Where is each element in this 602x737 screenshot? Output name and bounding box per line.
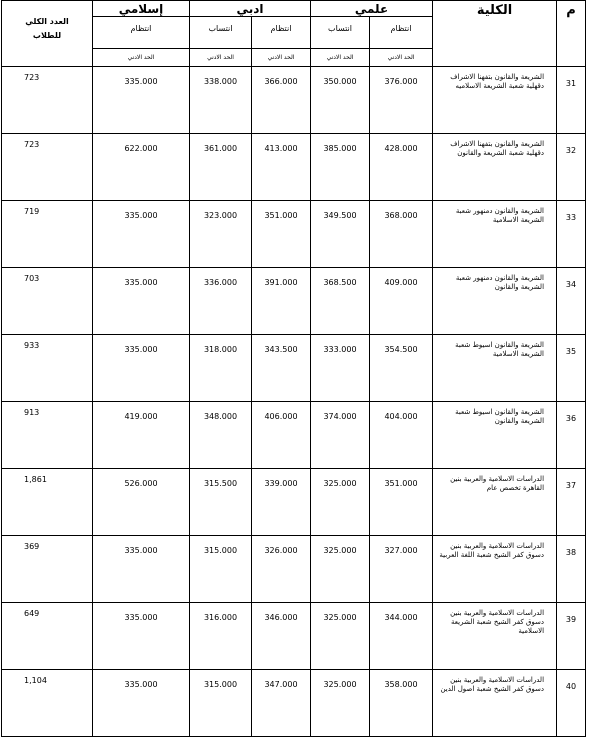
header-science-regular: انتظام — [370, 17, 433, 49]
literary-affiliated-cell: 348.000 — [190, 402, 252, 469]
header-faculty: الكلية — [433, 1, 557, 67]
row-faculty: الدراسات الاسلامية والعربية بنين دسوق كفر الشيخ شعبة الشريعة الاسلامية — [433, 603, 557, 670]
literary-regular-cell: 391.000 — [252, 268, 311, 335]
science-regular-cell: 404.000 — [370, 402, 433, 469]
row-index: 33 — [557, 201, 586, 268]
total-students-cell: 723 — [2, 134, 93, 201]
science-affiliated-cell: 368.500 — [311, 268, 370, 335]
science-regular-cell: 368.000 — [370, 201, 433, 268]
literary-regular-cell: 343.500 — [252, 335, 311, 402]
admission-table-container — [1, 0, 585, 737]
literary-regular-cell: 346.000 — [252, 603, 311, 670]
row-faculty: الشريعة والقانون اسيوط شعبة الشريعة والقانون — [433, 402, 557, 469]
islamic-regular-cell: 335.000 — [93, 268, 190, 335]
islamic-regular-cell: 526.000 — [93, 469, 190, 536]
literary-affiliated-cell: 315.500 — [190, 469, 252, 536]
header-min-limit: الحد الادني — [93, 49, 190, 67]
literary-regular-cell: 351.000 — [252, 201, 311, 268]
literary-affiliated-cell: 336.000 — [190, 268, 252, 335]
total-students-cell: 913 — [2, 402, 93, 469]
science-regular-cell: 409.000 — [370, 268, 433, 335]
header-literary: ادبي — [190, 1, 311, 17]
row-index: 32 — [557, 134, 586, 201]
total-students-cell: 649 — [2, 603, 93, 670]
literary-regular-cell: 406.000 — [252, 402, 311, 469]
header-min-limit: الحد الادني — [311, 49, 370, 67]
row-faculty: الشريعة والقانون دمنهور شعبة الشريعة الاسلامية — [433, 201, 557, 268]
science-affiliated-cell: 325.000 — [311, 603, 370, 670]
literary-affiliated-cell: 338.000 — [190, 67, 252, 134]
science-regular-cell: 327.000 — [370, 536, 433, 603]
header-science: علمي — [311, 1, 433, 17]
row-index: 31 — [557, 67, 586, 134]
science-affiliated-cell: 350.000 — [311, 67, 370, 134]
science-affiliated-cell: 325.000 — [311, 536, 370, 603]
literary-regular-cell: 366.000 — [252, 67, 311, 134]
table-row — [2, 603, 586, 670]
row-faculty: الدراسات الاسلامية والعربية بنين دسوق كفر الشيخ شعبة اللغة العربية — [433, 536, 557, 603]
literary-affiliated-cell: 315.000 — [190, 536, 252, 603]
literary-affiliated-cell: 316.000 — [190, 603, 252, 670]
row-faculty: الشريعة والقانون دمنهور شعبة الشريعة والقانون — [433, 268, 557, 335]
science-regular-cell: 354.500 — [370, 335, 433, 402]
literary-affiliated-cell: 323.000 — [190, 201, 252, 268]
row-index: 37 — [557, 469, 586, 536]
total-students-cell: 1,104 — [2, 670, 93, 737]
header-islamic-regular: انتظام — [93, 17, 190, 49]
header-islamic: إسلامي — [93, 1, 190, 17]
row-faculty: الشريعة والقانون بتفهنا الاشراف دقهلية شعبة الشريعة الاسلاميه — [433, 67, 557, 134]
total-students-cell: 369 — [2, 536, 93, 603]
header-literary-affiliated: انتساب — [190, 17, 252, 49]
literary-regular-cell: 339.000 — [252, 469, 311, 536]
header-total-line1: العدد الكلي — [25, 17, 69, 26]
science-regular-cell: 428.000 — [370, 134, 433, 201]
literary-affiliated-cell: 318.000 — [190, 335, 252, 402]
table-row — [2, 134, 586, 201]
table-row — [2, 536, 586, 603]
row-index: 40 — [557, 670, 586, 737]
science-regular-cell: 351.000 — [370, 469, 433, 536]
literary-affiliated-cell: 315.000 — [190, 670, 252, 737]
header-min-limit: الحد الادني — [190, 49, 252, 67]
islamic-regular-cell: 622.000 — [93, 134, 190, 201]
science-affiliated-cell: 325.000 — [311, 469, 370, 536]
science-regular-cell: 358.000 — [370, 670, 433, 737]
header-index: م — [557, 1, 586, 67]
islamic-regular-cell: 335.000 — [93, 335, 190, 402]
islamic-regular-cell: 335.000 — [93, 603, 190, 670]
table-body — [2, 67, 586, 737]
total-students-cell: 933 — [2, 335, 93, 402]
literary-regular-cell: 347.000 — [252, 670, 311, 737]
header-literary-regular: انتظام — [252, 17, 311, 49]
total-students-cell: 719 — [2, 201, 93, 268]
islamic-regular-cell: 335.000 — [93, 201, 190, 268]
total-students-cell: 723 — [2, 67, 93, 134]
science-affiliated-cell: 333.000 — [311, 335, 370, 402]
total-students-cell: 1,861 — [2, 469, 93, 536]
admission-table — [1, 0, 586, 737]
header-science-affiliated: انتساب — [311, 17, 370, 49]
science-regular-cell: 344.000 — [370, 603, 433, 670]
table-row — [2, 67, 586, 134]
islamic-regular-cell: 335.000 — [93, 536, 190, 603]
header-min-limit: الحد الادني — [252, 49, 311, 67]
science-affiliated-cell: 374.000 — [311, 402, 370, 469]
table-row — [2, 335, 586, 402]
table-row — [2, 268, 586, 335]
row-faculty: الشريعة والقانون بتفهنا الاشراف دقهلية شعبة الشريعة والقانون — [433, 134, 557, 201]
row-faculty: الدراسات الاسلامية والعربية بنين دسوق كفر الشيخ شعبة اصول الدين — [433, 670, 557, 737]
table-row — [2, 402, 586, 469]
islamic-regular-cell: 335.000 — [93, 67, 190, 134]
total-students-cell: 703 — [2, 268, 93, 335]
row-index: 39 — [557, 603, 586, 670]
row-index: 36 — [557, 402, 586, 469]
header-min-limit: الحد الادني — [370, 49, 433, 67]
row-index: 38 — [557, 536, 586, 603]
literary-affiliated-cell: 361.000 — [190, 134, 252, 201]
header-row-groups — [2, 1, 586, 17]
header-total — [2, 1, 93, 67]
row-faculty: الشريعة والقانون اسيوط شعبة الشريعة الاسلامية — [433, 335, 557, 402]
literary-regular-cell: 413.000 — [252, 134, 311, 201]
science-affiliated-cell: 385.000 — [311, 134, 370, 201]
row-index: 34 — [557, 268, 586, 335]
science-affiliated-cell: 349.500 — [311, 201, 370, 268]
science-affiliated-cell: 325.000 — [311, 670, 370, 737]
row-faculty: الدراسات الاسلامية والعربية بنين القاهرة تخصص عام — [433, 469, 557, 536]
science-regular-cell: 376.000 — [370, 67, 433, 134]
islamic-regular-cell: 419.000 — [93, 402, 190, 469]
table-row — [2, 670, 586, 737]
islamic-regular-cell: 335.000 — [93, 670, 190, 737]
row-index: 35 — [557, 335, 586, 402]
table-row — [2, 469, 586, 536]
table-row — [2, 201, 586, 268]
header-total-line2: للطلاب — [32, 31, 62, 40]
literary-regular-cell: 326.000 — [252, 536, 311, 603]
